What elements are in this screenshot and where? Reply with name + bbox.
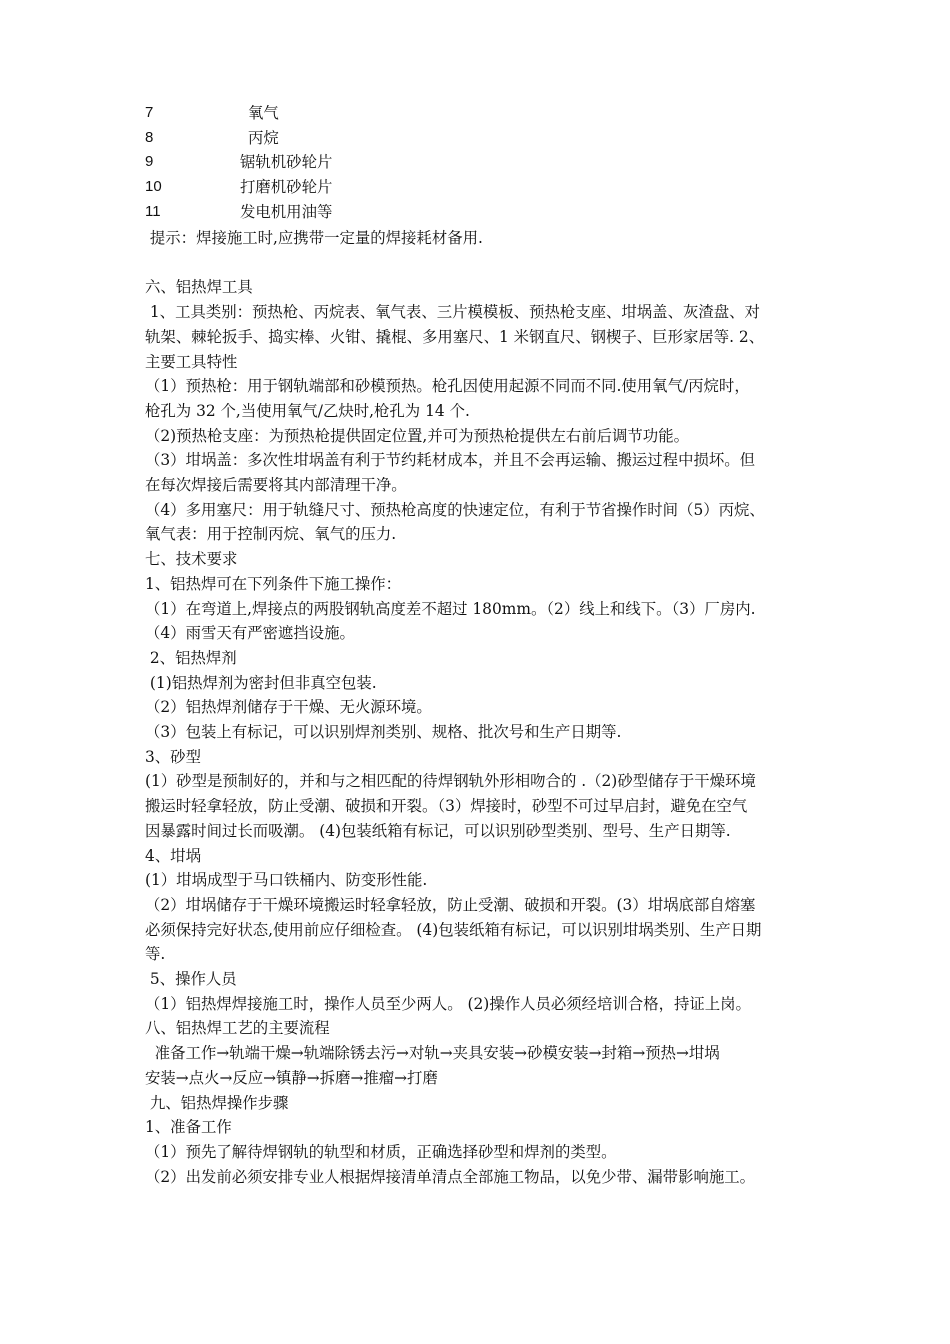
text-line: 安装→点火→反应→镇静→拆磨→推瘤→打磨: [145, 1068, 438, 1087]
text-line: 因暴露时间过长而吸潮。 (4)包装纸箱有标记，可以识别砂型类别、型号、生产日期等.: [145, 821, 731, 840]
material-row: [0, 101, 950, 125]
text-line: 1、准备工作: [145, 1118, 232, 1137]
text-line: （3）坩埚盖：多次性坩埚盖有利于节约耗材成本，并且不会再运输、搬运过程中损坏。但: [145, 451, 756, 470]
text-line: （2）铝热焊剂储存于干燥、无火源环境。: [145, 698, 432, 717]
material-name: 丙烷: [248, 128, 279, 147]
text-line: 必须保持完好状态,使用前应仔细检查。 (4)包装纸箱有标记，可以识别坩埚类别、生产日期: [145, 920, 762, 939]
text-line: 2、铝热焊剂: [145, 648, 237, 667]
material-row: [0, 126, 950, 150]
text-line: 在每次焊接后需要将其内部清理干净。: [145, 476, 407, 494]
text-line: （3）包装上有标记，可以识别焊剂类别、规格、批次号和生产日期等.: [145, 723, 622, 741]
text-line: 九、铝热焊操作步骤: [145, 1093, 289, 1112]
text-line: (1）砂型是预制好的，并和与之相匹配的待焊钢轨外形相吻合的 .（2)砂型储存于干燥环境: [145, 772, 756, 791]
text-line: （1）铝热焊焊接施工时，操作人员至少两人。 (2)操作人员必须经培训合格，持证上岗。: [145, 994, 751, 1013]
material-row: [0, 150, 950, 174]
text-line: 4、坩埚: [145, 846, 201, 865]
text-line: (1)铝热焊剂为密封但非真空包装.: [145, 673, 377, 692]
text-line: （1）在弯道上,焊接点的两股钢轨高度差不超过 180mm。（2）线上和线下。（3）厂房内.: [145, 599, 756, 618]
text-line: 主要工具特性: [145, 352, 238, 371]
text-line: 六、铝热焊工具: [145, 278, 253, 297]
text-line: 1、铝热焊可在下列条件下施工操作：: [145, 574, 402, 593]
material-name: 发电机用油等: [240, 202, 333, 221]
material-name: 锯轨机砂轮片: [240, 153, 333, 172]
text-line: 八、铝热焊工艺的主要流程: [145, 1019, 330, 1038]
text-line: 氧气表：用于控制丙烷、氧气的压力.: [145, 525, 397, 544]
material-number: 7: [145, 104, 154, 121]
text-line: （1）预先了解待焊钢轨的轨型和材质，正确选择砂型和焊剂的类型。: [145, 1142, 617, 1161]
text-line: 准备工作→轨端干燥→轨端除锈去污→对轨→夹具安装→砂模安装→封箱→预热→坩埚: [145, 1044, 720, 1063]
text-line: 等.: [145, 945, 166, 964]
text-line: 搬运时轻拿轻放，防止受潮、破损和开裂。（3）焊接时，砂型不可过早启封，避免在空气: [145, 797, 748, 816]
text-line: （2)预热枪支座：为预热枪提供固定位置,并可为预热枪提供左右前后调节功能。: [145, 426, 689, 445]
material-number: 8: [145, 128, 154, 146]
text-line: 枪孔为 32 个,当使用氧气/乙炔时,枪孔为 14 个.: [145, 401, 470, 420]
text-line: (1）坩埚成型于马口铁桶内、防变形性能.: [145, 871, 428, 890]
material-name: 打磨机砂轮片: [240, 178, 333, 197]
text-line: 5、操作人员: [145, 970, 237, 988]
material-name: 氧气: [248, 104, 279, 122]
text-line: 轨架、棘轮扳手、捣实棒、火钳、撬棍、多用塞尺、1 米钢直尺、钢楔子、巨形家居等. 2、: [145, 327, 765, 346]
text-line: 七、技术要求: [145, 550, 238, 569]
text-line: （1）预热枪：用于钢轨端部和砂模预热。枪孔因使用起源不同而不同.使用氧气/丙烷时，: [145, 377, 750, 396]
material-row: [0, 175, 950, 199]
text-line: （4）雨雪天有严密遮挡设施。: [145, 624, 355, 643]
text-line: （4）多用塞尺：用于轨缝尺寸、预热枪高度的快速定位，有利于节省操作时间（5）丙烷、: [145, 500, 765, 519]
text-line: 1、工具类别：预热枪、丙烷表、氧气表、三片模模板、预热枪支座、坩埚盖、灰渣盘、对: [145, 303, 760, 322]
text-line: （2）出发前必须安排专业人根据焊接清单清点全部施工物品，以免少带、漏带影响施工。: [145, 1167, 756, 1186]
material-number: 10: [145, 178, 162, 196]
material-row: [0, 200, 950, 224]
text-line: 3、砂型: [145, 747, 201, 766]
material-number: 11: [145, 202, 161, 220]
material-number: 9: [145, 153, 154, 171]
text-line: 提示：焊接施工时,应携带一定量的焊接耗材备用.: [145, 229, 483, 247]
text-line: （2）坩埚储存于干燥环境搬运时轻拿轻放，防止受潮、破损和开裂。(3）坩埚底部自熔塞: [145, 895, 756, 914]
